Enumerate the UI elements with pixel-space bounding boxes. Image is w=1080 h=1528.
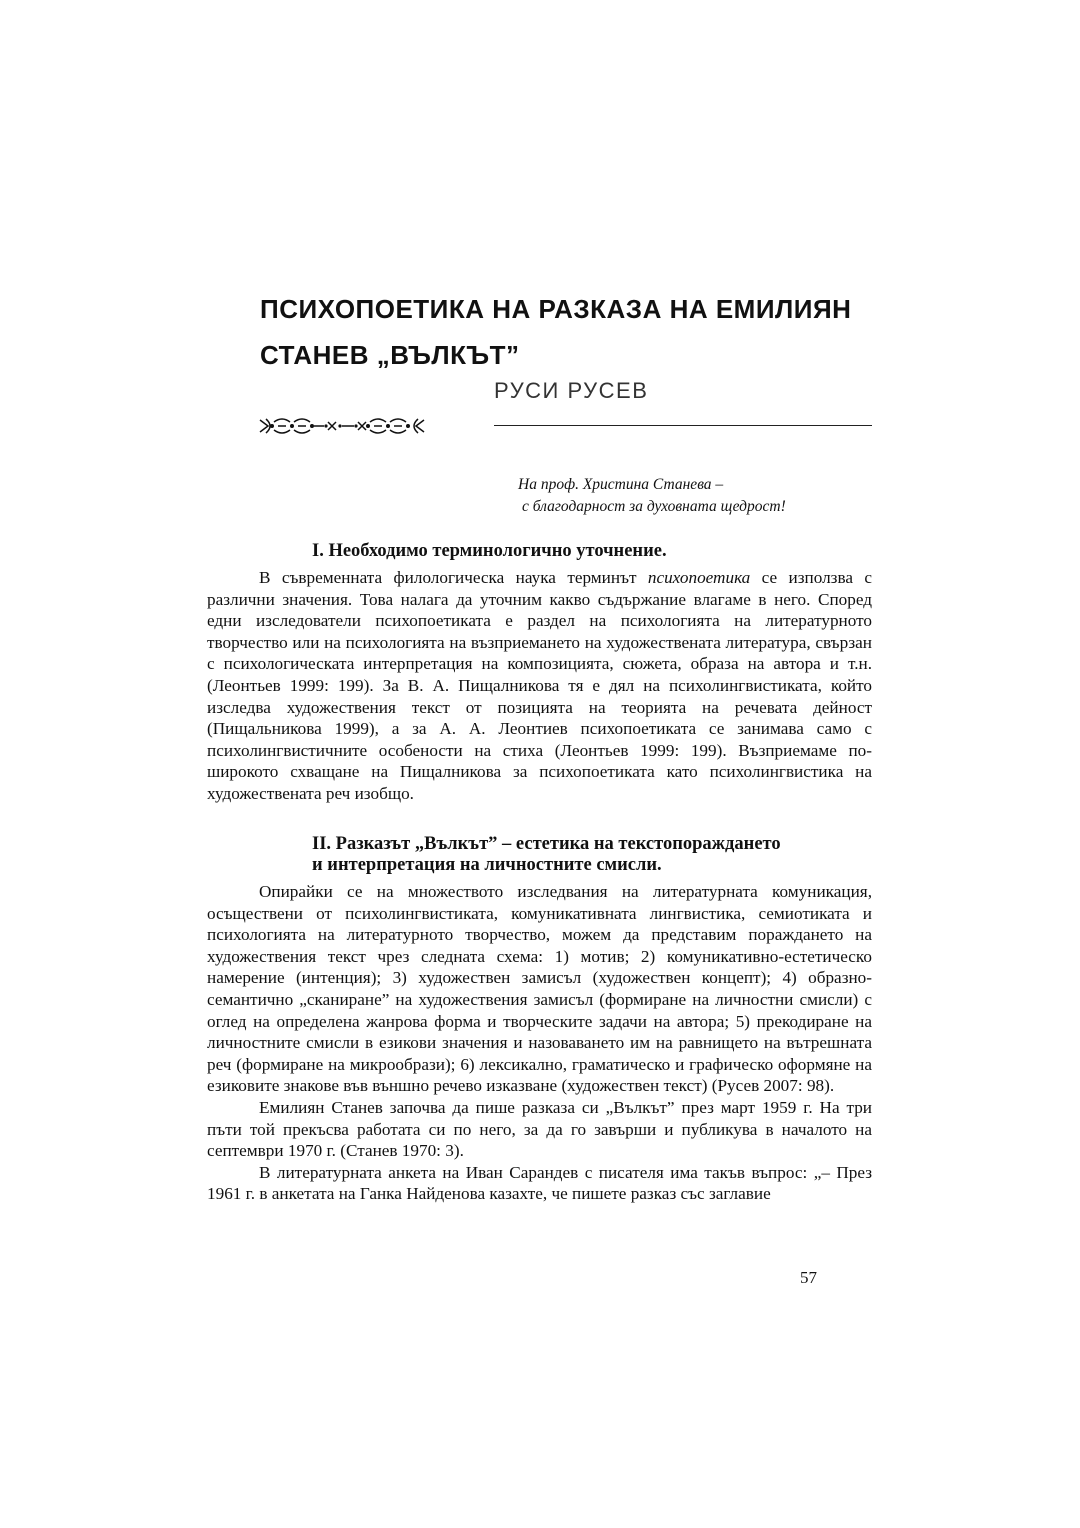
author-name: РУСИ РУСЕВ: [494, 378, 649, 403]
article-title: [260, 286, 880, 378]
page-number: 57: [800, 1268, 817, 1287]
section-2-body: [207, 881, 872, 1205]
paragraph: В съвременната филологическа наука терминът психопоетика се използва с различни значения. Това налага да уточним какво съдържание влагаме в него. Според едни изследователи психопоетиката е раздел на психологията на литературното творчество или на психологията на възприемането на художествената литература, свързан с психологическата интерпретация на композицията, сюжета, образа на автора и т.н. (Леонтьев 1999: 199). За В. А. Пищалникова тя е дял на психолингвистиката, който изследва художествения текст от позицията на теорията на речевата дейност (Пищальникова 1999), а за А. А. Леонтиев психопоетиката се занимава само с психолингвистичните особености на стиха (Леонтьев 1999: 199). Възприемаме по-широкото схващане на Пищалникова за психопоетиката като психолингвистика на художествената реч изобщо.: [207, 568, 872, 803]
author-divider-rule: [494, 425, 872, 426]
dedication-line-1: На проф. Христина Станева –: [518, 476, 724, 493]
dedication: [518, 474, 786, 518]
paragraph: Емилиян Станев започва да пише разказа си „Вълкът” през март 1959 г. На три пъти той прекъсва работата си по него, за да го завърши и публикува в началото на септември 1970 г. (Станев 1970: 3).: [207, 1097, 872, 1161]
section-2-heading: [312, 834, 781, 876]
term-psychopoetics: психопоетика: [647, 568, 751, 587]
title-line-2: СТАНЕВ „ВЪЛКЪТ”: [260, 340, 520, 370]
section-2-heading-line-2: и интерпретация на личностните смисли.: [312, 855, 662, 875]
dedication-line-2: с благодарност за духовната щедрост!: [522, 498, 786, 515]
decorative-border-ornament-icon: [258, 414, 426, 438]
section-1-body: [207, 567, 872, 805]
section-2-heading-line-1: II. Разказът „Вълкът” – естетика на текстопораждането: [312, 834, 781, 854]
title-line-1: ПСИХОПОЕТИКА НА РАЗКАЗА НА ЕМИЛИЯН: [260, 294, 852, 324]
section-1-heading: I. Необходимо терминологично уточнение.: [312, 541, 667, 561]
paragraph: В литературната анкета на Иван Сарандев с писателя има такъв въпрос: „– През 1961 г. в анкетата на Ганка Найденова казахте, че пишете разказ със заглавие: [207, 1162, 872, 1204]
paragraph: Опирайки се на множеството изследвания на литературната комуникация, осъществени от психолингвистиката, комуникативната лингвистика, семиотиката и психологията на литературното творчество, можем да представим пораждането на художествения текст чрез следната схема: 1) мотив; 2) комуникативно-естетическо намерение (интенция); 3) художествен замисъл (художествен концепт); 4) образно-семантично „сканиране” на художествения замисъл (формиране на личностни смисли) с оглед на определена жанрова форма и творческите задачи на автора; 5) прекодиране на личностните смисли в езикови значения и назоваването им на равнището на вътрешната реч (формиране на микрообрази); 6) лексикално, граматическо и графическо оформяне на езиковите знакове във външно речево изказване (художествен текст) (Русев 2007: 98).: [207, 882, 872, 1096]
